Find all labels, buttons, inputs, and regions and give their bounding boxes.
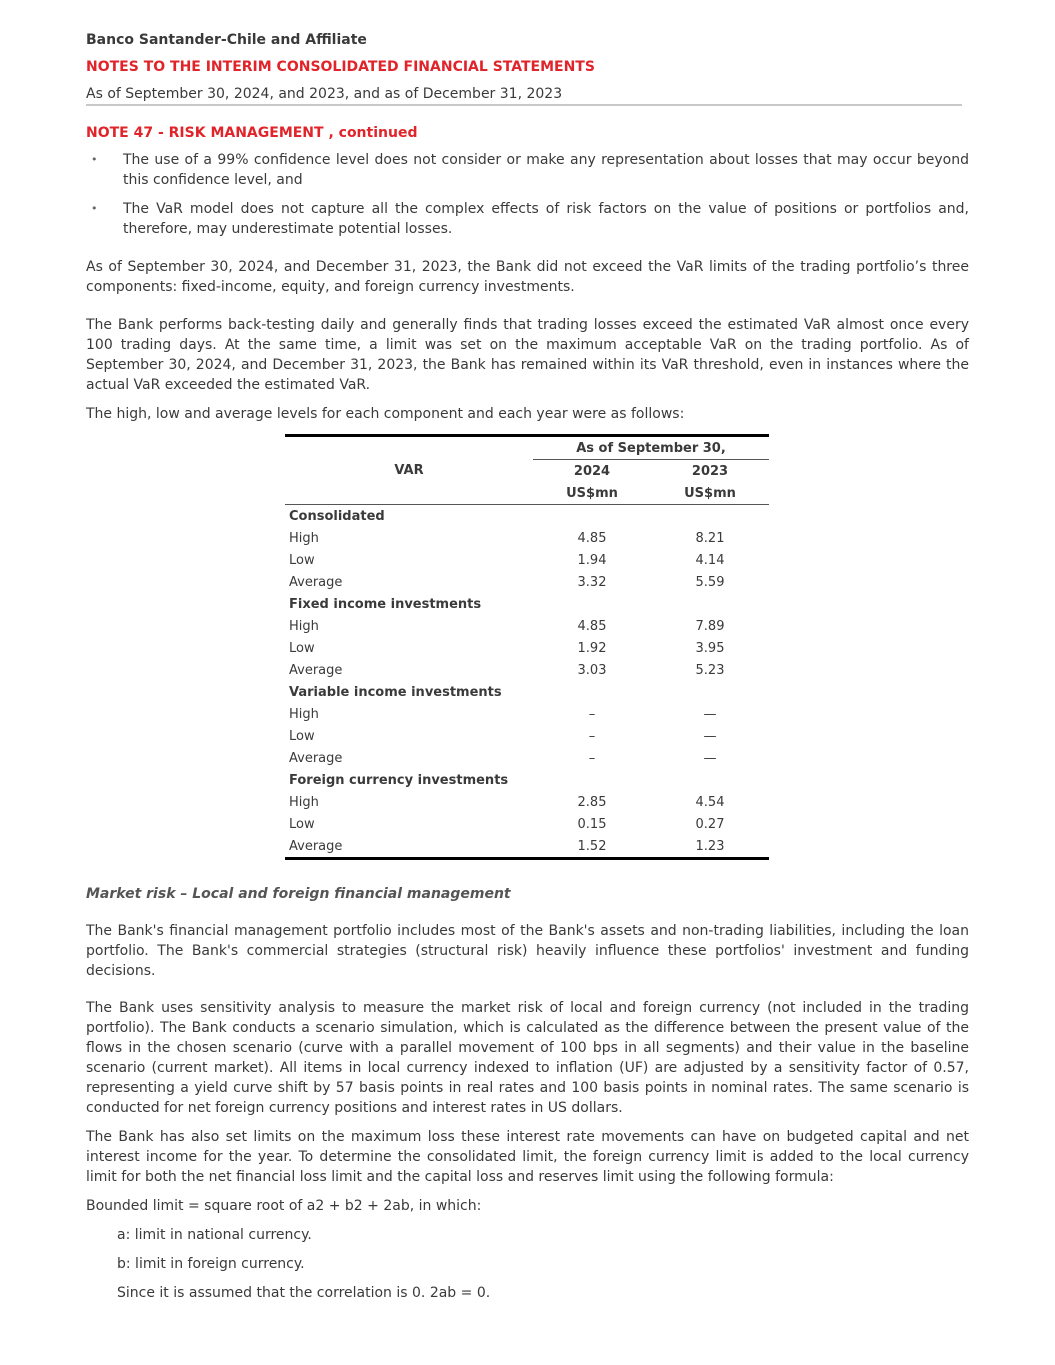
market-risk-heading: Market risk – Local and foreign financial management [86, 886, 511, 902]
as-of-header: As of September 30, [533, 436, 769, 460]
table-header-blank [285, 482, 533, 505]
table-row [285, 637, 769, 659]
table-row [285, 703, 769, 725]
table-row [285, 615, 769, 637]
row-label: Low [289, 640, 315, 656]
row-label: Average [289, 574, 343, 590]
value-2023: 0.27 [695, 816, 725, 832]
paragraph-sensitivity: The Bank uses sensitivity analysis to measure the market risk of local and foreign currency (not included in the trading portfolio). The Bank conducts a scenario simulation, which is calculated as the difference between the present value of the flows in the chosen scenario (curve with a parallel movement of 100 bps in all segments) and their value in the baseline scenario (current market). All items in local currency indexed to inflation (UF) are adjusted by a sensitivity factor of 0.57, representing a yield curve shift by 57 basis points in real rates and 100 basis points in nominal rates. The same scenario is conducted for net foreign currency positions and interest rates in US dollars. [86, 1000, 969, 1116]
table-row [285, 835, 769, 859]
paragraph-portfolio: The Bank's financial management portfolio includes most of the Bank's assets and non-trading liabilities, including the loan portfolio. The Bank's commercial strategies (structural risk) heavily influence these portfolios' investment and funding decisions. [86, 923, 969, 979]
row-label: High [289, 794, 319, 810]
value-2023: 4.54 [695, 794, 725, 810]
value-2024: 4.85 [577, 618, 607, 634]
var-header: VAR [394, 463, 424, 479]
group-header: Variable income investments [289, 684, 502, 700]
formula-correlation: Since it is assumed that the correlation is 0. 2ab = 0. [117, 1285, 491, 1301]
paragraph-limits: The Bank has also set limits on the maximum loss these interest rate movements can have on budgeted capital and net interest income for the year. To determine the consolidated limit, the foreign currency limit is added to the local currency limit for both the net financial loss limit and the capital loss and reserves limit using the following formula: [86, 1129, 969, 1185]
table-row [285, 527, 769, 549]
var-table [285, 434, 769, 860]
value-2024: 3.03 [577, 662, 607, 678]
value-2023: — [703, 706, 717, 722]
value-2024: 2.85 [577, 794, 607, 810]
value-2024: – [588, 750, 596, 766]
table-row [285, 747, 769, 769]
table-row [285, 725, 769, 747]
table-row [285, 791, 769, 813]
table-row [285, 549, 769, 571]
bullet-text: The VaR model does not capture all the complex effects of risk factors on the value of positions or portfolios and, therefore, may underestimate potential losses. [123, 201, 969, 237]
value-2023: 5.59 [695, 574, 725, 590]
date-line: As of September 30, 2024, and 2023, and as of December 31, 2023 [86, 86, 563, 102]
table-row [285, 571, 769, 593]
row-label: High [289, 618, 319, 634]
bullet-text: The use of a 99% confidence level does not consider or make any representation about losses that may occur beyond this confidence level, and [123, 152, 969, 188]
value-2023: 8.21 [695, 530, 725, 546]
row-label: Low [289, 728, 315, 744]
value-2024: 1.92 [577, 640, 607, 656]
formula-a: a: limit in national currency. [117, 1227, 312, 1243]
value-2023: 1.23 [651, 835, 769, 859]
paragraph-var-limits: As of September 30, 2024, and December 31, 2023, the Bank did not exceed the VaR limits of the trading portfolio’s three components: fixed-income, equity, and foreign currency investments. [86, 259, 969, 295]
table-row [285, 813, 769, 835]
bank-name: Banco Santander-Chile and Affiliate [86, 32, 367, 48]
value-2023: — [703, 728, 717, 744]
paragraph-table-intro: The high, low and average levels for each component and each year were as follows: [86, 406, 685, 422]
paragraph-formula: Bounded limit = square root of a2 + b2 + 2ab, in which: [86, 1198, 482, 1214]
value-2024: 1.52 [533, 835, 651, 859]
value-2023: — [703, 750, 717, 766]
value-2024: 0.15 [577, 816, 607, 832]
row-label: High [289, 530, 319, 546]
year-2023-header: 2023 [691, 463, 729, 479]
group-header: Foreign currency investments [289, 772, 509, 788]
list-item [86, 150, 969, 190]
row-label: Average [285, 835, 533, 859]
value-2023: 7.89 [695, 618, 725, 634]
row-label: Low [289, 816, 315, 832]
value-2023: 5.23 [695, 662, 725, 678]
table-row [285, 659, 769, 681]
list-item [86, 199, 969, 239]
value-2024: 4.85 [577, 530, 607, 546]
table-header-blank [285, 436, 533, 460]
value-2024: 1.94 [577, 552, 607, 568]
document-page [86, 30, 969, 1303]
group-header: Fixed income investments [289, 596, 482, 612]
formula-b: b: limit in foreign currency. [117, 1256, 305, 1272]
value-2023: 3.95 [695, 640, 725, 656]
bullet-list [86, 150, 969, 239]
unit-2024-header: US$mn [533, 482, 651, 505]
bullet-icon: • [91, 202, 98, 215]
value-2024: 3.32 [577, 574, 607, 590]
value-2024: – [588, 706, 596, 722]
paragraph-back-testing: The Bank performs back-testing daily and generally finds that trading losses exceed the estimated VaR almost once every 100 trading days. At the same time, a limit was set on the maximum acceptable VaR on the trading portfolio. As of September 30, 2024, and December 31, 2023, the Bank has remained within its VaR threshold, even in instances where the actual VaR exceeded the estimated VaR. [86, 317, 969, 393]
row-label: Low [289, 552, 315, 568]
notes-title: NOTES TO THE INTERIM CONSOLIDATED FINANCIAL STATEMENTS [86, 59, 595, 75]
row-label: High [289, 706, 319, 722]
row-label: Average [289, 662, 343, 678]
note-title: NOTE 47 - RISK MANAGEMENT , continued [86, 125, 418, 141]
group-header: Consolidated [289, 508, 385, 524]
header-divider [86, 104, 962, 106]
bullet-icon: • [91, 153, 98, 166]
year-2024-header: 2024 [573, 463, 611, 479]
value-2024: – [588, 728, 596, 744]
unit-2023-header: US$mn [651, 482, 769, 505]
value-2023: 4.14 [695, 552, 725, 568]
row-label: Average [289, 750, 343, 766]
